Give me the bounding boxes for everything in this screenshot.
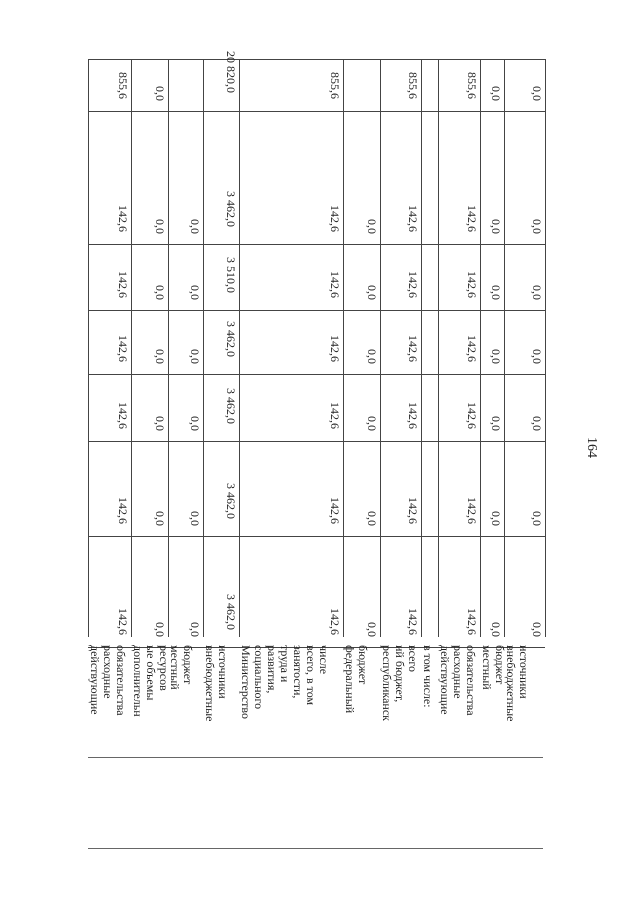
table-cell: 0,0 [489, 219, 503, 234]
empty-column-rule-bottom [88, 848, 543, 849]
empty-column-rule-top [88, 757, 543, 758]
row-label-line: республиканск [380, 645, 394, 721]
table-border-col-4 [88, 374, 545, 375]
table-cell: 142,6 [328, 608, 342, 635]
table-border-row-1 [131, 59, 132, 637]
table-cell: 142,6 [328, 402, 342, 429]
table-cell: 142,6 [116, 608, 130, 635]
table-cell: 142,6 [328, 335, 342, 362]
table-border-col-5 [88, 441, 545, 442]
table-cell: 3 462,0 [224, 191, 238, 227]
table-cell: 0,0 [489, 416, 503, 431]
row-label-line: развития, [265, 645, 279, 694]
table-cell: 0,0 [188, 285, 202, 300]
table-cell: 855,6 [116, 72, 130, 99]
table-cell: 0,0 [530, 86, 544, 101]
row-label-line: ресурсов [157, 645, 171, 691]
table-cell: 0,0 [530, 219, 544, 234]
table-cell: 3 462,0 [224, 483, 238, 519]
table-cell: 0,0 [530, 285, 544, 300]
table-cell: 0,0 [365, 622, 379, 637]
table-cell: 855,6 [465, 72, 479, 99]
row-label-line: в том числе: [421, 645, 435, 708]
table-cell: 0,0 [365, 219, 379, 234]
row-label-line: всего, в том [304, 645, 318, 706]
row-label-line: внебюджетные [203, 645, 217, 722]
table-border-col-2 [88, 244, 545, 245]
table-cell: 142,6 [328, 497, 342, 524]
table-cell: 142,6 [465, 402, 479, 429]
table-cell: 0,0 [153, 349, 167, 364]
table-border-row-3 [203, 59, 204, 637]
table-cell: 3 462,0 [224, 321, 238, 357]
row-label-line: бюджет [493, 645, 507, 685]
row-label-line: обязательства [464, 645, 478, 716]
table-cell: 0,0 [188, 349, 202, 364]
table-border-row-5 [343, 59, 344, 637]
row-label-line: бюджет [181, 645, 195, 685]
table-cell: 3 510,0 [224, 257, 238, 293]
row-label-line: внебюджетные [504, 645, 518, 722]
table-border-col-6 [88, 536, 545, 537]
row-label-line: обязательства [114, 645, 128, 716]
row-label-line: труда и [278, 645, 292, 683]
table-cell: 0,0 [153, 622, 167, 637]
row-label-line: ий бюджет, [393, 645, 407, 703]
table-cell: 855,6 [328, 72, 342, 99]
table-cell: 0,0 [530, 349, 544, 364]
table-cell: 3 462,0 [224, 594, 238, 630]
table-cell: 0,0 [489, 349, 503, 364]
table-cell: 0,0 [489, 86, 503, 101]
table-cell: 0,0 [188, 511, 202, 526]
table-border-col-0 [88, 59, 545, 60]
table-cell: 3 462,0 [224, 388, 238, 424]
table-cell: 0,0 [153, 86, 167, 101]
table-border-row-11 [545, 59, 546, 637]
table-border-col-1 [88, 111, 545, 112]
table-cell: 0,0 [188, 622, 202, 637]
table-border-row-4 [239, 59, 240, 637]
row-label-line: федеральный [343, 645, 357, 714]
table-cell: 0,0 [489, 511, 503, 526]
table-cell: 142,6 [116, 205, 130, 232]
table-cell: 0,0 [530, 622, 544, 637]
table-cell: 0,0 [188, 416, 202, 431]
row-label-line: социального [252, 645, 266, 710]
row-label-line: бюджет [356, 645, 370, 685]
table-border-row-10 [504, 59, 505, 637]
row-label-line: источники [517, 645, 531, 699]
table-cell: 142,6 [465, 205, 479, 232]
table-border-row-2 [168, 59, 169, 637]
page-number: 164 [584, 437, 599, 458]
table-cell: 0,0 [530, 511, 544, 526]
table-cell: 142,6 [406, 608, 420, 635]
table-cell: 142,6 [116, 497, 130, 524]
table-cell: 0,0 [530, 416, 544, 431]
row-label-line: источники [216, 645, 230, 699]
row-label-line: местный [480, 645, 494, 690]
table-cell: 142,6 [465, 608, 479, 635]
table-cell: 0,0 [188, 219, 202, 234]
row-label-line: всего [406, 645, 420, 673]
table-border-row-8 [438, 59, 439, 637]
table-cell: 142,6 [328, 271, 342, 298]
row-label-line: действующие [88, 645, 102, 715]
table-cell: 142,6 [116, 271, 130, 298]
table-cell: 0,0 [365, 416, 379, 431]
table-cell: 0,0 [365, 285, 379, 300]
row-label-line: расходные [451, 645, 465, 699]
row-label-line: занятости, [291, 645, 305, 699]
table-cell: 0,0 [153, 285, 167, 300]
table-border-row-6 [380, 59, 381, 637]
table-cell: 20 820,0 [224, 51, 238, 93]
table-border-row-9 [480, 59, 481, 637]
table-cell: 0,0 [153, 511, 167, 526]
table-cell: 0,0 [365, 511, 379, 526]
table-cell: 142,6 [116, 402, 130, 429]
table-cell: 0,0 [489, 285, 503, 300]
row-label-line: ые объемы [144, 645, 158, 701]
row-label-line: Министерство [239, 645, 253, 719]
row-label-line: местный [168, 645, 182, 690]
table-cell: 0,0 [153, 416, 167, 431]
table-cell: 142,6 [406, 402, 420, 429]
table-cell: 142,6 [465, 271, 479, 298]
row-label-line: действующие [438, 645, 452, 715]
table-cell: 142,6 [406, 205, 420, 232]
row-label-line: дополнительн [131, 645, 145, 717]
table-cell: 142,6 [465, 335, 479, 362]
table-cell: 142,6 [328, 205, 342, 232]
row-label-line: расходные [101, 645, 115, 699]
row-label-line: числе [317, 645, 331, 675]
table-cell: 855,6 [406, 72, 420, 99]
table-cell: 142,6 [406, 497, 420, 524]
table-cell: 0,0 [153, 219, 167, 234]
table-cell: 142,6 [406, 335, 420, 362]
table-cell: 142,6 [406, 271, 420, 298]
table-cell: 142,6 [465, 497, 479, 524]
table-cell: 0,0 [489, 622, 503, 637]
table-cell: 0,0 [365, 349, 379, 364]
table-border-row-0 [88, 59, 89, 637]
table-cell: 142,6 [116, 335, 130, 362]
table-border-row-7 [421, 59, 422, 637]
table-border-col-3 [88, 310, 545, 311]
